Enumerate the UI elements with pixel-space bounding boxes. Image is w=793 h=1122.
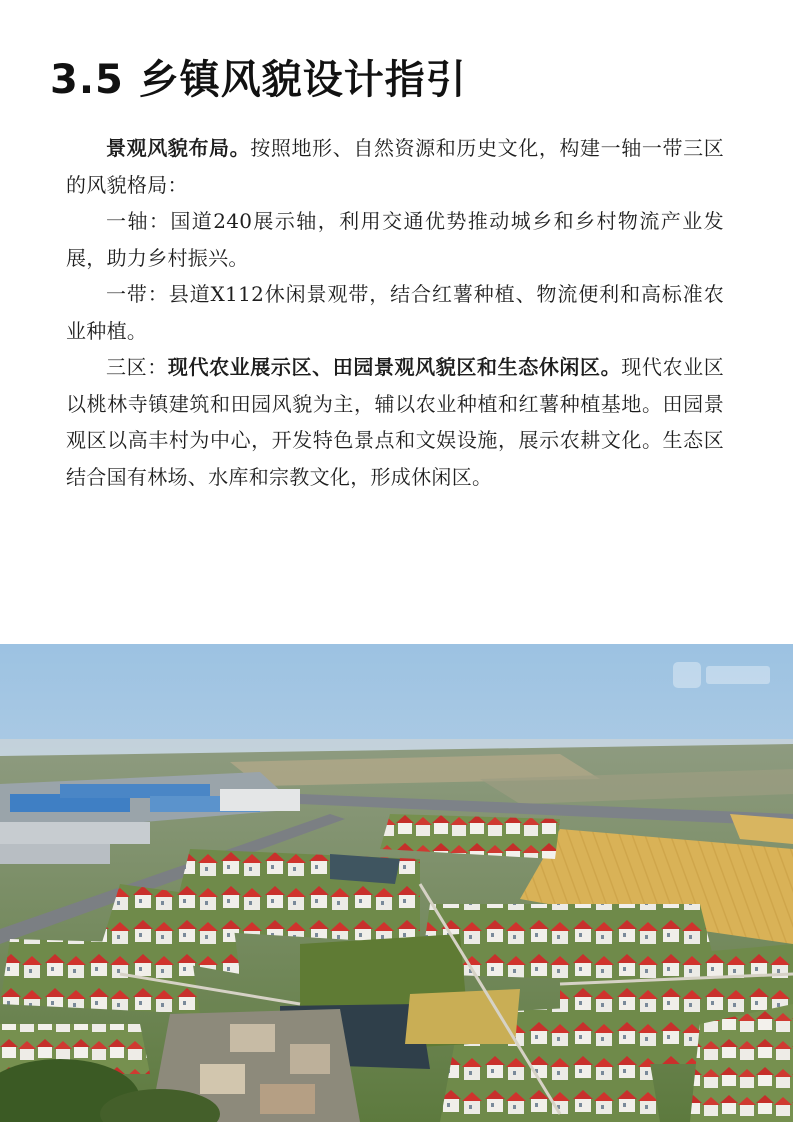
paragraph-lead: 现代农业展示区、田园景观风貌区和生态休闲区。	[167, 355, 622, 379]
paragraph-lead: 景观风貌布局。	[106, 136, 251, 160]
paragraph-axis	[66, 203, 724, 276]
paragraph-prefix: 三区：	[106, 355, 168, 379]
page-title: 3.5 乡镇风貌设计指引	[50, 57, 467, 103]
aerial-village-photo	[0, 644, 793, 1122]
body-text	[66, 130, 724, 495]
paragraph-text: 现代农业区以桃林寺镇建筑和田园风貌为主，辅以农业种植和红薯种植基地。田园景观区以高丰村为中心，开发特色景点和文娱设施，展示农耕文化。生态区结合国有林场、水库和宗教文化，形成休闲区。	[66, 355, 725, 489]
paragraph-text: 按照地形、自然资源和历史文化，构建一轴一带三区的风貌格局：	[66, 136, 724, 197]
paragraph-layout	[66, 130, 724, 203]
paragraph-zones	[66, 349, 724, 495]
paragraph-text: 一带：县道X112休闲景观带，结合红薯种植、物流便利和高标准农业种植。	[66, 282, 724, 343]
paragraph-belt	[66, 276, 724, 349]
paragraph-text: 一轴：国道240展示轴，利用交通优势推动城乡和乡村物流产业发展，助力乡村振兴。	[66, 209, 724, 270]
